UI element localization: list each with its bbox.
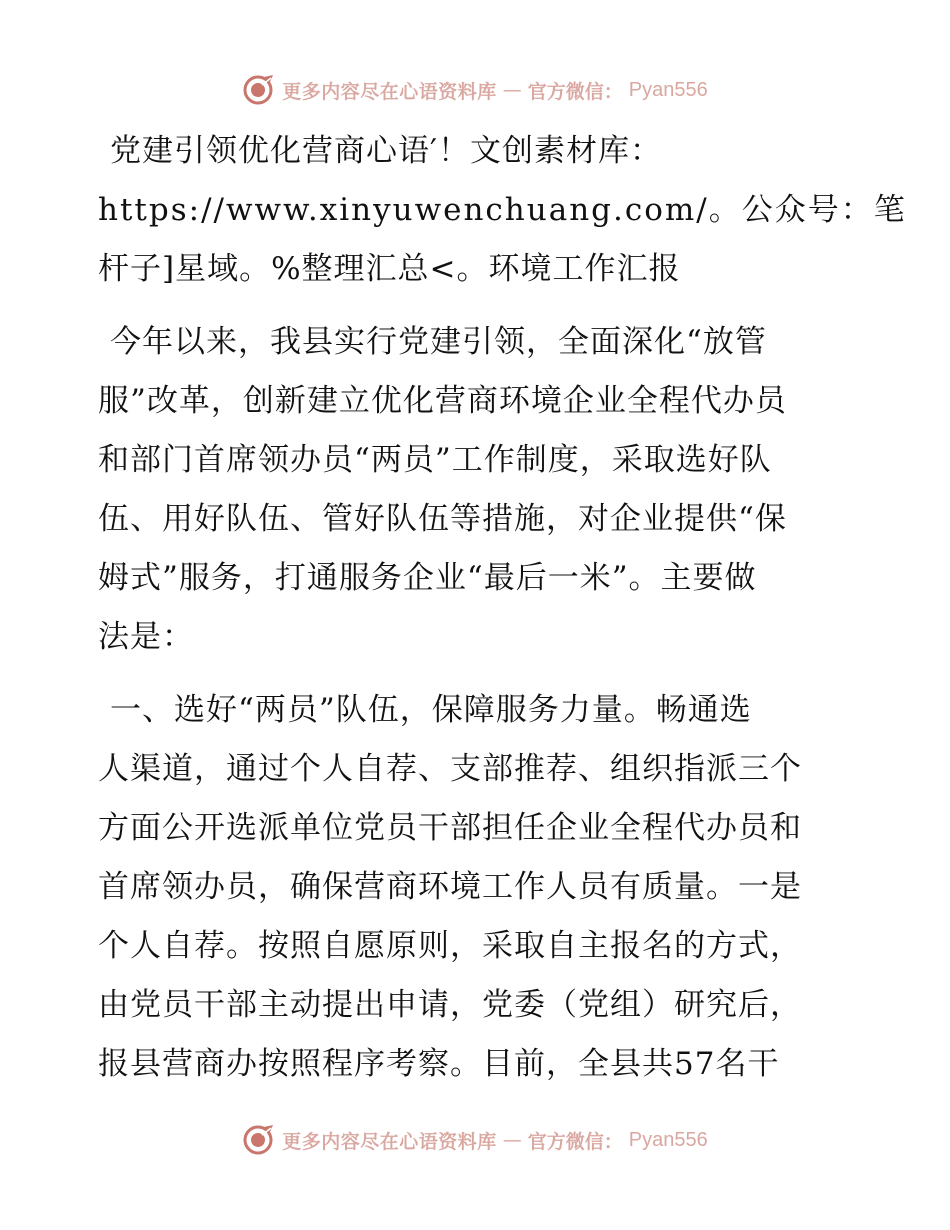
header-watermark: [0, 70, 950, 110]
watermark-brand-text: 更多内容尽在心语资料库: [282, 80, 497, 103]
text-line: 党建引领优化营商心语′！文创素材库：: [110, 133, 663, 169]
watermark-brand-text: 更多内容尽在心语资料库: [282, 1130, 497, 1153]
pen-seal-icon: [242, 73, 276, 107]
text-line: 由党员干部主动提出申请，党委（党组）研究后，: [98, 987, 802, 1023]
paragraph-section-one: [98, 681, 858, 1094]
watermark-wechat-id: Pyan556: [628, 78, 708, 101]
text-line: 姆式”服务，打通服务企业“最后一米”。主要做: [98, 560, 757, 596]
pen-seal-icon: [242, 1123, 276, 1157]
text-line: 伍、用好队伍、管好队伍等措施，对企业提供“保: [98, 501, 787, 537]
text-line: 服”改革，创新建立优化营商环境企业全程代办员: [98, 383, 787, 419]
text-line: 和部门首席领办员“两员”工作制度，采取选好队: [98, 442, 772, 478]
text-line: 杆子]星域。%整理汇总<。环境工作汇报: [98, 251, 681, 287]
text-line: 人渠道，通过个人自荐、支部推荐、组织指派三个: [98, 751, 802, 787]
text-line: 今年以来，我县实行党建引领，全面深化“放管: [110, 324, 767, 360]
text-line: 一、选好“两员”队伍，保障服务力量。畅通选: [110, 692, 752, 728]
paragraph-intro: [98, 313, 858, 667]
document-body: [98, 122, 907, 1094]
text-line: 首席领办员，确保营商环境工作人员有质量。一是: [98, 869, 802, 905]
watermark-official-label: 官方微信：: [527, 1130, 623, 1153]
text-line: https://www.xinyuwenchuang.com/。公众号：笔: [98, 192, 907, 228]
watermark-wechat-id: Pyan556: [628, 1128, 708, 1151]
paragraph-title: [98, 122, 907, 299]
footer-watermark: [0, 1120, 950, 1160]
watermark-official-label: 官方微信：: [527, 80, 623, 103]
watermark-dash: —: [502, 1129, 522, 1151]
text-line: 方面公开选派单位党员干部担任企业全程代办员和: [98, 810, 802, 846]
text-line: 法是：: [98, 619, 194, 655]
text-line: 报县营商办按照程序考察。目前，全县共57名干: [98, 1046, 780, 1082]
text-line: 个人自荐。按照自愿原则，采取自主报名的方式，: [98, 928, 802, 964]
watermark-dash: —: [502, 79, 522, 101]
